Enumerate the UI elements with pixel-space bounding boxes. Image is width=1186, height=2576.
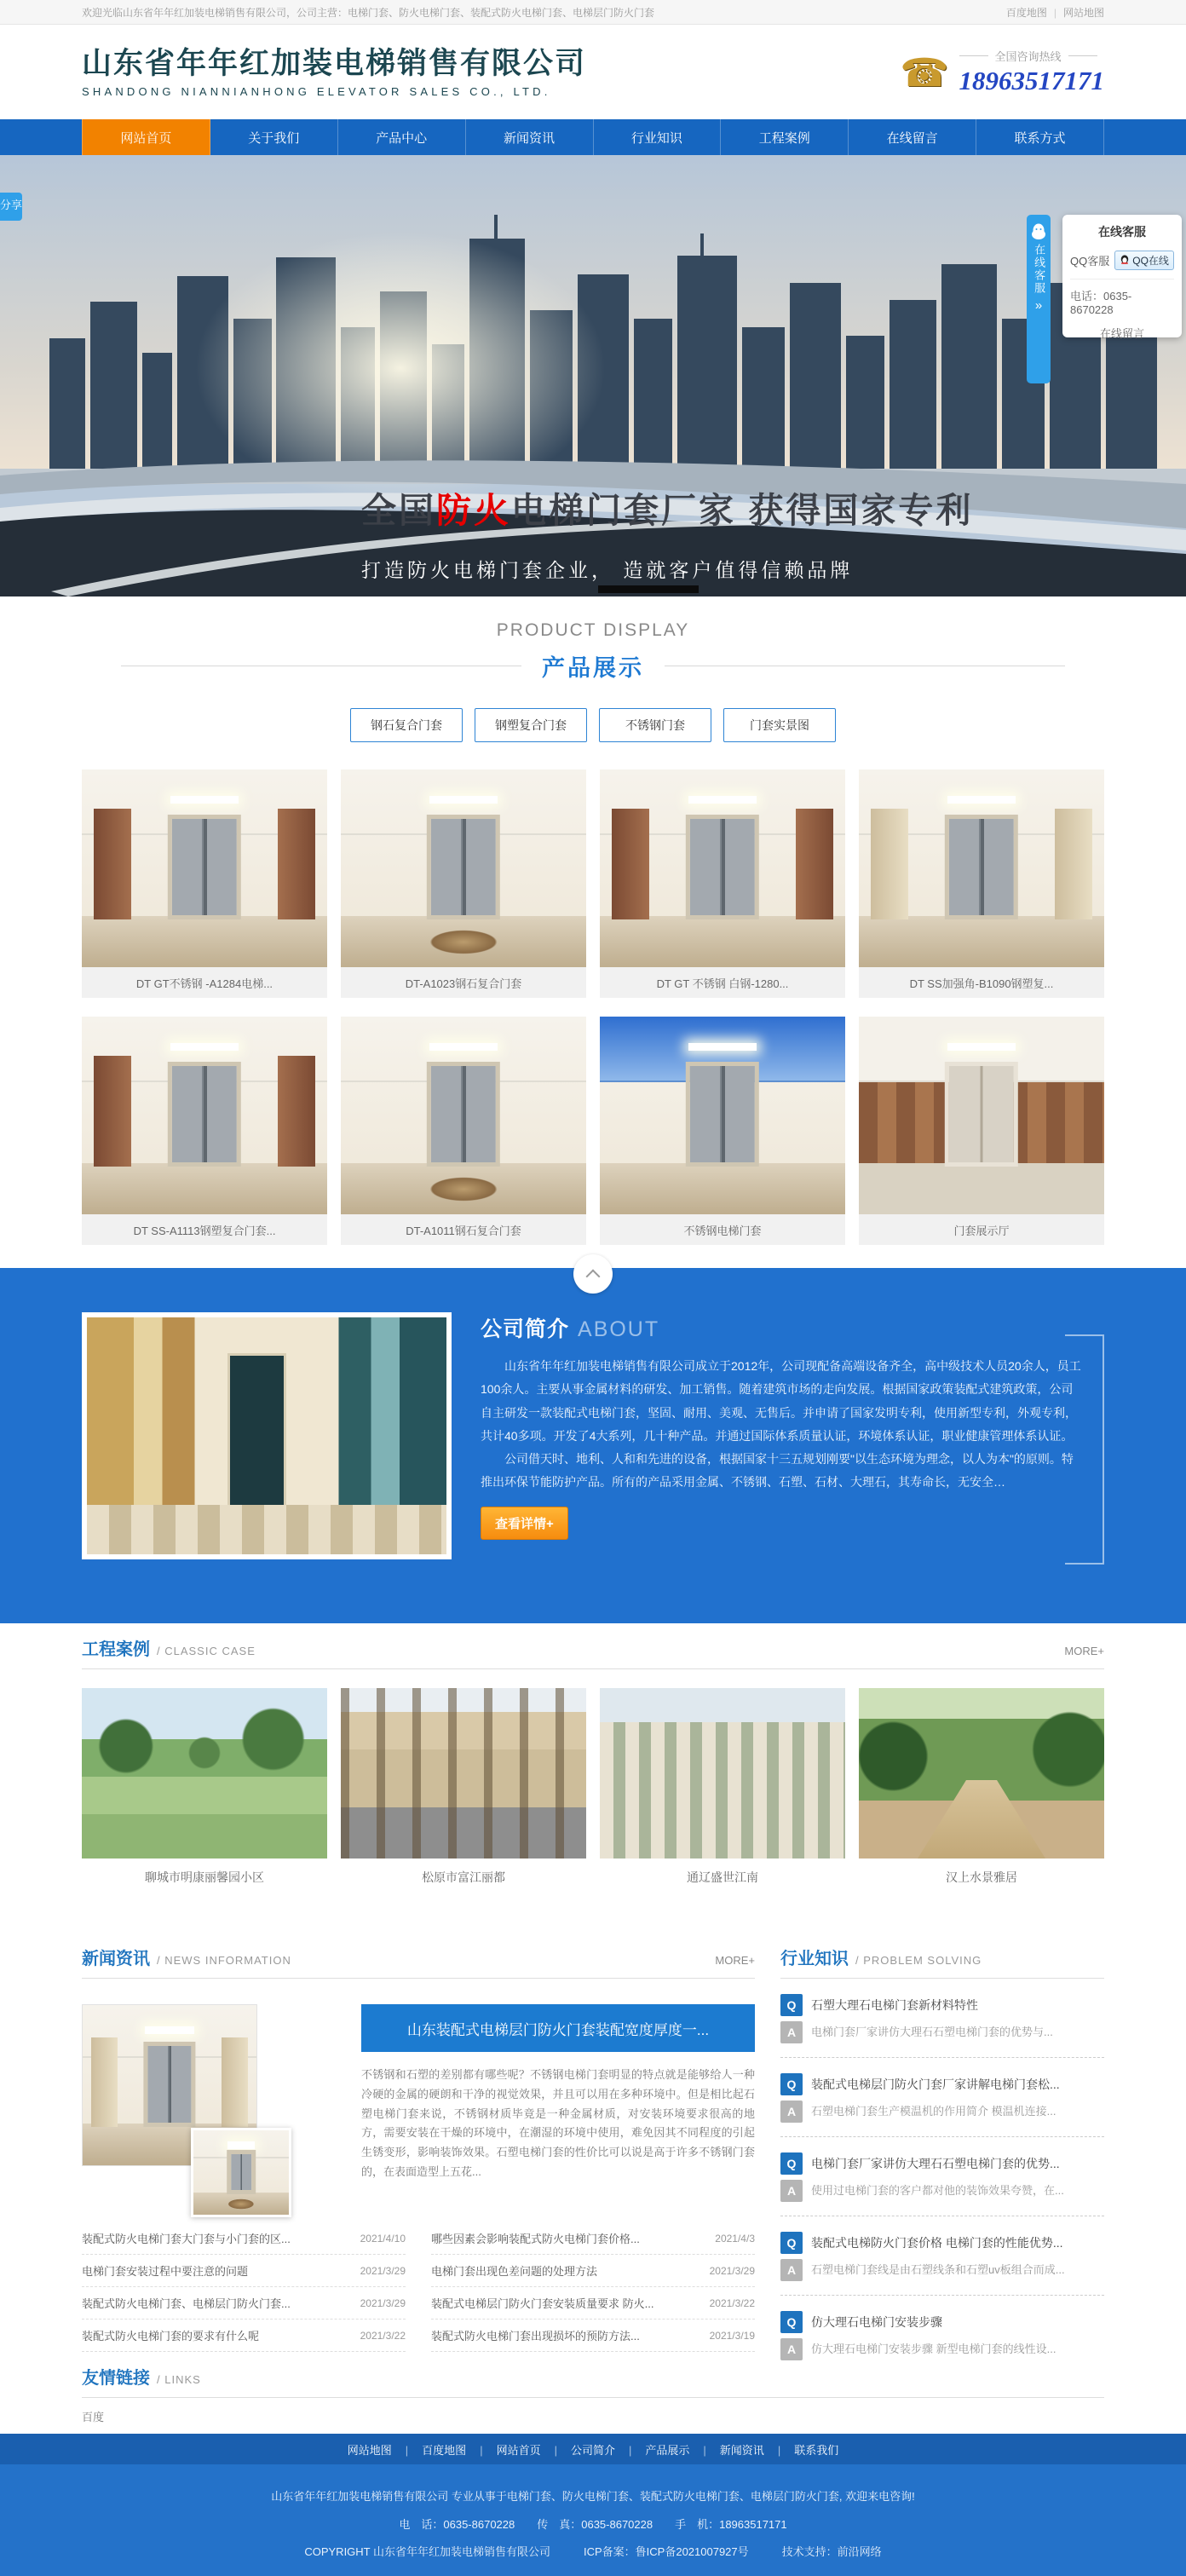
collapse-arrow-icon: »: [1034, 298, 1043, 313]
product-card[interactable]: [859, 769, 1104, 998]
nav-item-about[interactable]: 关于我们: [210, 119, 338, 155]
products-title-cn: 产品展示: [542, 655, 644, 681]
product-grid: [82, 769, 1104, 1245]
news-list-item[interactable]: 电梯门套安装过程中要注意的问题 2021/3/29: [82, 2255, 406, 2287]
about-photo: [82, 1312, 452, 1559]
footer-nav-contact[interactable]: 联系我们: [794, 2443, 839, 2457]
nav-item-news[interactable]: 新闻资讯: [466, 119, 594, 155]
case-caption: 聊城市明康丽馨园小区: [145, 1870, 264, 1884]
banner-text: [361, 482, 973, 583]
qa-item: [780, 2058, 1104, 2137]
question-icon: Q: [780, 2152, 803, 2175]
knowledge-title-en: / PROBLEM SOLVING: [855, 1954, 982, 1967]
question-icon: Q: [780, 2232, 803, 2254]
news-title-en: / NEWS INFORMATION: [157, 1954, 291, 1967]
banner-underline-bar: [598, 585, 699, 593]
answer-text[interactable]: 石塑电梯门套生产模温机的作用简介 模温机连接...: [811, 2105, 1056, 2118]
answer-text[interactable]: 仿大理石电梯门安装步骤 新型电梯门套的线性设...: [811, 2343, 1056, 2355]
products-title-en: PRODUCT DISPLAY: [496, 620, 690, 640]
product-image: [82, 769, 327, 967]
product-title: DT GT不锈钢 -A1284电梯...: [82, 967, 327, 998]
footer-nav-home[interactable]: 网站首页 |: [497, 2441, 571, 2458]
qq-penguin-icon: [1120, 255, 1130, 266]
case-image: [82, 1688, 327, 1859]
case-item[interactable]: [600, 1688, 845, 1886]
online-service-widget: [1027, 215, 1182, 383]
question-text[interactable]: 仿大理石电梯门安装步骤: [811, 2315, 942, 2329]
product-card[interactable]: [600, 1017, 845, 1245]
footer-contact-line: 电 话：0635-8670228 传 真：0635-8670228 手 机：18963517171: [399, 2517, 787, 2531]
news-list-item[interactable]: 电梯门套出现色差问题的处理方法 2021/3/29: [431, 2255, 755, 2287]
news-list-item[interactable]: 装配式防火电梯门套的要求有什么呢 2021/3/22: [82, 2320, 406, 2352]
news-date: 2021/3/19: [709, 2329, 755, 2342]
case-item[interactable]: [859, 1688, 1104, 1886]
case-item[interactable]: [341, 1688, 586, 1886]
footer-nav: [0, 2434, 1186, 2464]
product-title: DT SS-A1113钢塑复合门套...: [82, 1214, 327, 1245]
footer: [0, 2464, 1186, 2576]
product-image: [600, 769, 845, 967]
qa-item: [780, 2137, 1104, 2216]
product-card[interactable]: [82, 769, 327, 998]
answer-text[interactable]: 电梯门套厂家讲仿大理石石塑电梯门套的优势与...: [811, 2026, 1053, 2038]
about-heading: 公司简介 ABOUT: [481, 1317, 660, 1341]
company-name-cn: 山东省年年红加装电梯销售有限公司: [82, 47, 587, 80]
about-section: [0, 1268, 1186, 1623]
divider-line: [82, 1668, 1104, 1669]
question-icon: Q: [780, 2311, 803, 2333]
product-image: [341, 1017, 586, 1214]
nav-item-knowledge[interactable]: 行业知识: [594, 119, 722, 155]
corner-bracket-decoration: [1067, 1334, 1104, 1565]
hotline-label: 全国咨询热线: [994, 50, 1062, 63]
answer-icon: A: [780, 2101, 803, 2123]
news-more-link[interactable]: MORE+: [715, 1954, 755, 1967]
product-card[interactable]: [859, 1017, 1104, 1245]
news-list-item[interactable]: 哪些因素会影响装配式防火电梯门套价格... 2021/4/3: [431, 2222, 755, 2255]
answer-text[interactable]: 使用过电梯门套的客户都对他的装饰效果夸赞，在...: [811, 2184, 1064, 2197]
news-date: 2021/3/22: [360, 2329, 406, 2342]
article-excerpt: 不锈钢和石塑的差别都有哪些呢？不锈钢电梯门套明显的特点就是能够给人一种冷硬的金属的硬朗和干净的视觉效果，并且可以用在多种环境中。但是相比起石塑电梯门套来说，不锈钢材质毕竟是一种金属材质，对安装环境要求很高的地方，需要安装在干燥的环境中，在潮湿的环境中使用，难免因其不同程度的引起生锈变形，影响装饰效果。石塑电梯门套的性价比可以说是高于许多不锈钢门套的，在表面造型上五花...: [361, 2068, 755, 2178]
divider-line: [82, 2397, 1104, 2398]
friend-link-baidu[interactable]: 百度: [82, 2411, 105, 2423]
news-date: 2021/3/29: [360, 2297, 406, 2309]
answer-icon: A: [780, 2021, 803, 2043]
case-caption: 汉上水景雅居: [946, 1870, 1017, 1884]
answer-icon: A: [780, 2180, 803, 2202]
hero-banner: [0, 155, 1186, 596]
question-text[interactable]: 石塑大理石电梯门套新材料特性: [811, 1998, 978, 2012]
service-phone: 电话：0635-8670228: [1070, 290, 1132, 316]
question-icon: Q: [780, 2073, 803, 2095]
answer-icon: A: [780, 2259, 803, 2281]
nav-item-contact[interactable]: 联系方式: [976, 119, 1104, 155]
service-message-link[interactable]: 在线留言: [1099, 327, 1144, 340]
news-list: [82, 2222, 755, 2352]
company-name-en: SHANDONG NIANNIANHONG ELEVATOR SALES CO., LTD.: [82, 85, 551, 98]
product-image: [82, 1017, 327, 1214]
site-map-link[interactable]: 网站地图: [1062, 6, 1104, 19]
tab-stainless[interactable]: 不锈钢门套: [599, 708, 711, 742]
welcome-text: 欢迎光临山东省年年红加装电梯销售有限公司，公司主营：电梯门套、防火电梯门套、装配式防火电梯门套、电梯层门防火门套: [82, 6, 655, 19]
cases-more-link[interactable]: MORE+: [1064, 1645, 1104, 1657]
about-paragraph-1: 山东省年年红加装电梯销售有限公司成立于2012年，公司现配备高端设备齐全，高中级技术人员20余人，员工100余人。主要从事金属材料的研发、加工销售。随着建筑市场的走向发展。根据国家政策装配式建筑政策，公司自主研发一款装配式电梯门套，坚固、耐用、美观、无售后。并申请了国家发明专利，使用新型专利，外观专利，共计40多项。开发了4大系列，几十种产品。并通过国际体系质量认证，环境体系认证，职业健康管理体系认证。: [481, 1359, 1081, 1443]
tab-real-scene[interactable]: 门套实景图: [723, 708, 836, 742]
qa-item: [780, 2216, 1104, 2296]
about-more-button[interactable]: 查看详情+: [481, 1507, 568, 1540]
banner-headline-emphasis: 防火: [436, 491, 511, 530]
product-category-tabs: [82, 708, 1104, 742]
tab-steel-stone[interactable]: 钢石复合门套: [350, 708, 463, 742]
online-service-panel: [1062, 215, 1182, 340]
product-title: DT SS加强角-B1090钢塑复...: [859, 967, 1104, 998]
main-nav: [0, 119, 1186, 155]
products-section: [0, 596, 1186, 1268]
news-column: [82, 1933, 755, 2374]
case-image: [341, 1688, 586, 1859]
hotline: [900, 48, 1104, 96]
knowledge-column: [780, 1933, 1104, 2374]
knowledge-title: 行业知识: [780, 1950, 849, 1968]
product-image: [859, 769, 1104, 967]
qa-item: [780, 1979, 1104, 2058]
footer-nav-news[interactable]: 新闻资讯 |: [720, 2441, 794, 2458]
news-list-item[interactable]: 装配式防火电梯门套大门套与小门套的区... 2021/4/10: [82, 2222, 406, 2255]
product-card[interactable]: [82, 1017, 327, 1245]
nav-item-cases[interactable]: 工程案例: [721, 119, 849, 155]
footer-company-line: 山东省年年红加装电梯销售有限公司 专业从事于电梯门套、防火电梯门套、装配式防火电梯门套、电梯层门防火门套, 欢迎来电咨询!: [271, 2490, 915, 2503]
news-title: 新闻资讯: [82, 1950, 150, 1968]
topbar: [0, 0, 1186, 25]
news-date: 2021/3/22: [709, 2297, 755, 2309]
baidu-map-link[interactable]: 百度地图: [1005, 6, 1047, 19]
links-title-en: / LINKS: [157, 2373, 201, 2386]
hotline-number: 18963517171: [959, 66, 1104, 95]
friend-links-section: [0, 2352, 1186, 2434]
question-icon: Q: [780, 1994, 803, 2016]
cases-title-en: / CLASSIC CASE: [157, 1645, 256, 1657]
answer-icon: A: [780, 2338, 803, 2360]
banner-subline: 打造防火电梯门套企业， 造就客户值得信赖品牌: [361, 555, 973, 583]
case-caption: 通辽盛世江南: [687, 1870, 758, 1884]
footer-copyright-line: COPYRIGHT 山东省年年红加装电梯销售有限公司 ICP备案：鲁ICP备2021007927号 技术支持：前沿网络: [304, 2545, 882, 2558]
featured-article: [82, 2004, 755, 2217]
online-service-tab[interactable]: [1027, 215, 1051, 383]
article-image-small: [191, 2128, 291, 2217]
about-paragraph-2: 公司借天时、地利、人和和先进的设备，根据国家十三五规划刚要"以生态环境为理念，以人为本"的原则。特推出环保节能防护产品。所有的产品采用金属、不锈钢、石塑、石材、大理石，其寿命长，无安全…: [481, 1452, 1074, 1490]
footer-nav-about[interactable]: 公司简介 |: [571, 2441, 645, 2458]
product-card[interactable]: [600, 769, 845, 998]
product-image: [600, 1017, 845, 1214]
case-item[interactable]: [82, 1688, 327, 1886]
news-list-item[interactable]: 装配式防火电梯门套、电梯层门防火门套... 2021/3/29: [82, 2287, 406, 2320]
product-card[interactable]: [341, 1017, 586, 1245]
news-list-item[interactable]: 装配式电梯层门防火门套安装质量要求 防火... 2021/3/22: [431, 2287, 755, 2320]
answer-text[interactable]: 石塑电梯门套线是由石塑线条和石塑uv板组合而成...: [811, 2263, 1065, 2276]
news-knowledge-section: [0, 1933, 1186, 2356]
news-date: 2021/3/29: [709, 2264, 755, 2277]
news-date: 2021/3/29: [360, 2264, 406, 2277]
product-title: DT GT 不锈钢 白钢-1280...: [600, 967, 845, 998]
article-title[interactable]: 山东装配式电梯层门防火门套装配宽度厚度一...: [361, 2004, 755, 2052]
service-panel-title: 在线客服: [1098, 225, 1146, 239]
product-card[interactable]: [341, 769, 586, 998]
cases-title: 工程案例: [82, 1640, 150, 1659]
news-list-item[interactable]: 装配式防火电梯门套出现损坏的预防方法... 2021/3/19: [431, 2320, 755, 2352]
nav-item-home[interactable]: 网站首页: [82, 119, 210, 155]
qq-online-button[interactable]: QQ在线: [1114, 251, 1174, 270]
qq-penguin-icon: [1031, 223, 1046, 240]
question-text[interactable]: 电梯门套厂家讲仿大理石石塑电梯门套的优势...: [811, 2157, 1060, 2170]
nav-item-message[interactable]: 在线留言: [849, 119, 976, 155]
banner-headline: 全国防火电梯门套厂家 获得国家专利: [361, 491, 974, 530]
share-tab[interactable]: 分享: [0, 193, 22, 221]
telephone-icon: ☎: [900, 49, 949, 95]
product-image: [859, 1017, 1104, 1214]
question-text[interactable]: 装配式电梯层门防火门套厂家讲解电梯门套松...: [811, 2078, 1060, 2091]
case-image: [600, 1688, 845, 1859]
product-title: 不锈钢电梯门套: [600, 1214, 845, 1245]
about-heading-en: ABOUT: [578, 1317, 660, 1341]
product-image: [341, 769, 586, 967]
product-title: 门套展示厅: [859, 1214, 1104, 1245]
question-text[interactable]: 装配式电梯防火门套价格 电梯门套的性能优势...: [811, 2236, 1063, 2250]
cases-section: [0, 1623, 1186, 1933]
product-title: DT-A1011钢石复合门套: [341, 1214, 586, 1245]
nav-item-products[interactable]: 产品中心: [338, 119, 466, 155]
footer-nav-baidumap[interactable]: 百度地图 |: [422, 2441, 496, 2458]
case-image: [859, 1688, 1104, 1859]
case-caption: 松原市富江丽都: [422, 1870, 505, 1884]
footer-nav-sitemap[interactable]: 网站地图 |: [348, 2441, 422, 2458]
divider-line: [82, 1978, 755, 1979]
news-date: 2021/4/10: [360, 2232, 406, 2245]
footer-nav-products[interactable]: 产品展示 |: [645, 2441, 719, 2458]
tab-steel-plastic[interactable]: 钢塑复合门套: [475, 708, 587, 742]
links-title: 友情链接: [82, 2369, 150, 2388]
qq-service-label: QQ客服: [1070, 255, 1110, 268]
online-service-tab-label: 在线客服: [1033, 244, 1046, 295]
product-title: DT-A1023钢石复合门套: [341, 967, 586, 998]
logo: [82, 46, 586, 98]
site-header: [0, 25, 1186, 119]
topbar-separator: |: [1053, 6, 1056, 19]
news-date: 2021/4/3: [715, 2232, 755, 2245]
